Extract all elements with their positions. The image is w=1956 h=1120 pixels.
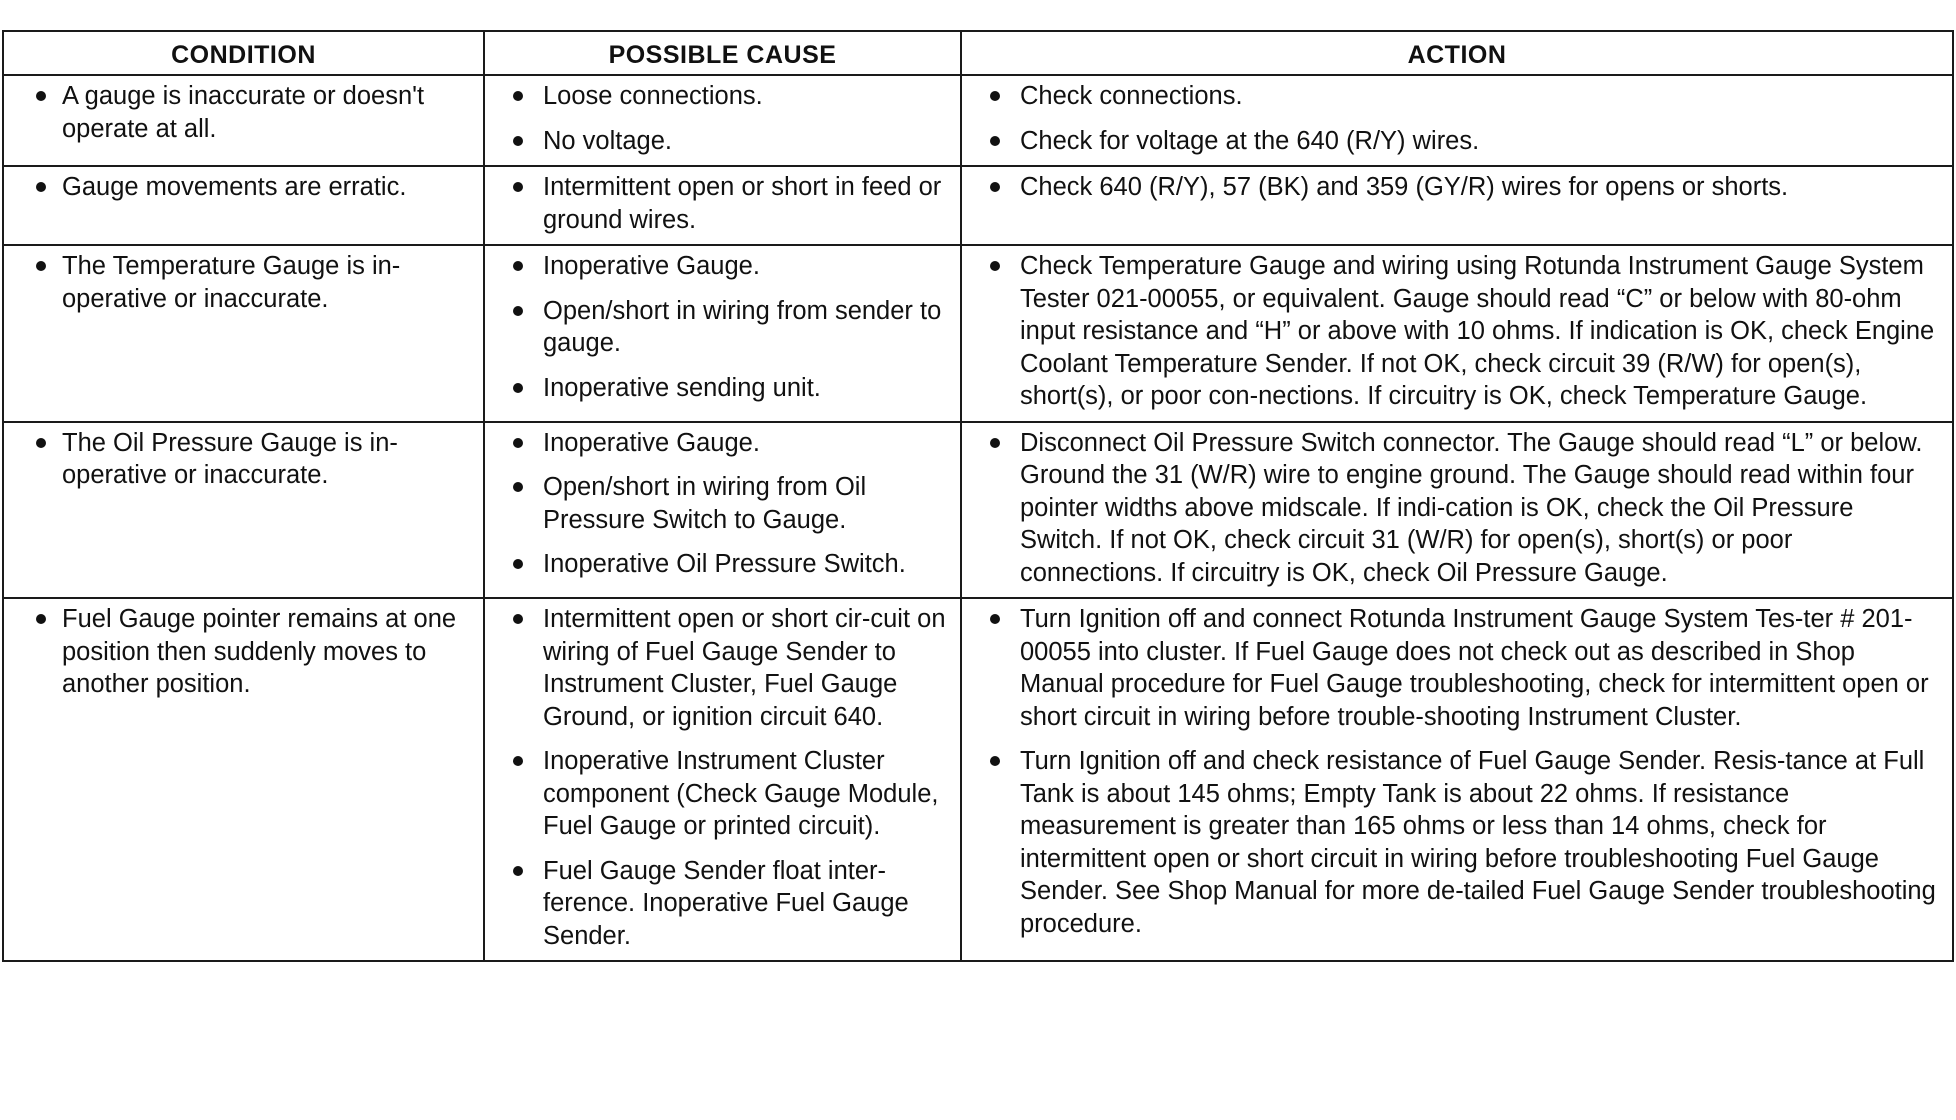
action-cell — [961, 75, 1953, 166]
bullet-icon — [990, 614, 1000, 624]
list-item — [495, 171, 950, 236]
cause-text: No voltage. — [543, 126, 672, 155]
list-item — [495, 295, 950, 360]
bullet-icon — [990, 756, 1000, 766]
condition-text: Gauge movements are erratic. — [62, 173, 407, 201]
cause-text: Fuel Gauge Sender float inter-ference. Inoperative Fuel Gauge Sender. — [543, 856, 909, 950]
condition-text: Fuel Gauge pointer remains at one position then suddenly moves to another position. — [62, 605, 457, 698]
bullet-icon — [990, 91, 1000, 101]
bullet-icon — [513, 136, 523, 146]
table-row — [3, 422, 1953, 599]
table-row — [3, 245, 1953, 422]
action-text: Check 640 (R/Y), 57 (BK) and 359 (GY/R) wires for opens or shorts. — [1020, 173, 1789, 201]
cause-text: Inoperative Gauge. — [543, 252, 760, 280]
list-item — [495, 372, 950, 405]
table-row — [3, 75, 1953, 166]
bullet-icon — [513, 306, 523, 316]
bullet-icon — [513, 383, 523, 393]
cause-text: Open/short in wiring from Oil Pressure Switch to Gauge. — [543, 473, 867, 534]
list-item — [972, 171, 1942, 204]
table-row — [3, 166, 1953, 245]
cause-cell — [484, 245, 961, 422]
list-item — [972, 427, 1942, 590]
condition-cell — [3, 598, 484, 961]
action-text: Check Temperature Gauge and wiring using Rotunda Instrument Gauge System Tester 021-00055, or equivalent. Gauge should read “C” or below with 80-ohm input resistance and “H” or above with 10 ohms. If indication is OK, check Engine Coolant Temperature Sender. If not OK, check circuit 39 (R/W) for open(s), short(s), or poor con-nections. If circuitry is OK, check Temperature Gauge. — [1020, 252, 1935, 410]
list-item — [972, 745, 1942, 940]
bullet-icon — [513, 756, 523, 766]
list-item — [495, 80, 950, 113]
list-item — [14, 250, 473, 315]
list-item — [495, 471, 950, 536]
action-text: Turn Ignition off and check resistance of Fuel Gauge Sender. Resis-tance at Full Tank is about 145 ohms; Empty Tank is about 22 ohms. If resistance measurement is greater than 165 ohms or less than 14 ohms, check for intermittent open or short circuit in wiring before troubleshooting Fuel Gauge Sender. See Shop Manual for more de-tailed Fuel Gauge Sender troubleshooting procedure. — [1020, 747, 1936, 938]
list-item — [14, 80, 473, 145]
list-item — [495, 855, 950, 953]
list-item — [972, 250, 1942, 413]
cause-cell — [484, 422, 961, 599]
cause-text: Inoperative Oil Pressure Switch. — [543, 550, 906, 578]
possible-cause-header: POSSIBLE CAUSE — [484, 31, 961, 75]
cause-text: Inoperative sending unit. — [543, 373, 821, 402]
bullet-icon — [36, 91, 46, 101]
list-item — [14, 603, 473, 701]
cause-cell — [484, 598, 961, 961]
list-item — [14, 171, 473, 204]
condition-cell — [3, 75, 484, 166]
condition-header: CONDITION — [3, 31, 484, 75]
action-cell — [961, 245, 1953, 422]
cause-text: Loose connections. — [543, 82, 763, 110]
bullet-icon — [990, 182, 1000, 192]
condition-cell — [3, 245, 484, 422]
cause-text: Inoperative Instrument Cluster component (Check Gauge Module, Fuel Gauge or printed circuit). — [543, 747, 939, 840]
condition-cell — [3, 166, 484, 245]
action-text: Check connections. — [1020, 82, 1243, 110]
action-cell — [961, 166, 1953, 245]
bullet-icon — [36, 261, 46, 271]
bullet-icon — [513, 261, 523, 271]
bullet-icon — [513, 559, 523, 569]
cause-text: Intermittent open or short cir-cuit on wiring of Fuel Gauge Sender to Instrument Cluster, Fuel Gauge Ground, or ignition circuit 640. — [543, 605, 946, 731]
bullet-icon — [36, 438, 46, 448]
bullet-icon — [990, 136, 1000, 146]
cause-text: Intermittent open or short in feed or ground wires. — [543, 173, 942, 234]
bullet-icon — [990, 438, 1000, 448]
list-item — [495, 548, 950, 581]
bullet-icon — [513, 91, 523, 101]
condition-cell — [3, 422, 484, 599]
condition-text: The Temperature Gauge is in-operative or inaccurate. — [62, 252, 401, 313]
bullet-icon — [513, 182, 523, 192]
bullet-icon — [36, 614, 46, 624]
action-text: Turn Ignition off and connect Rotunda Instrument Gauge System Tes-ter # 201-00055 into cluster. If Fuel Gauge does not check out as described in Shop Manual procedure for Fuel Gauge troubleshooting, check for intermittent open or short circuit in wiring before trouble-shooting Instrument Cluster. — [1020, 605, 1929, 731]
list-item — [972, 125, 1942, 158]
action-cell — [961, 422, 1953, 599]
cause-text: Inoperative Gauge. — [543, 428, 760, 457]
bullet-icon — [513, 866, 523, 876]
troubleshooting-table — [2, 30, 1954, 962]
cause-text: Open/short in wiring from sender to gauge. — [543, 296, 942, 357]
condition-text: A gauge is inaccurate or doesn't operate at all. — [62, 82, 425, 143]
cause-cell — [484, 166, 961, 245]
action-header: ACTION — [961, 31, 1953, 75]
cause-cell — [484, 75, 961, 166]
list-item — [972, 603, 1942, 733]
list-item — [495, 125, 950, 158]
list-item — [972, 80, 1942, 113]
list-item — [495, 427, 950, 460]
list-item — [495, 745, 950, 843]
action-text: Disconnect Oil Pressure Switch connector. The Gauge should read “L” or below. Ground the 31 (W/R) wire to engine ground. The Gauge should read within four pointer widths above midscale. If indi-cation is OK, check the Oil Pressure Switch. If not OK, check circuit 31 (W/R) for open(s), short(s) or poor connections. If circuitry is OK, check Oil Pressure Gauge. — [1020, 428, 1923, 587]
table-row — [3, 598, 1953, 961]
header-row — [3, 31, 1953, 75]
action-text: Check for voltage at the 640 (R/Y) wires. — [1020, 126, 1480, 155]
bullet-icon — [513, 614, 523, 624]
list-item — [495, 250, 950, 283]
action-cell — [961, 598, 1953, 961]
bullet-icon — [990, 261, 1000, 271]
condition-text: The Oil Pressure Gauge is in-operative or inaccurate. — [62, 428, 398, 489]
bullet-icon — [513, 438, 523, 448]
list-item — [14, 427, 473, 492]
list-item — [495, 603, 950, 733]
bullet-icon — [513, 482, 523, 492]
bullet-icon — [36, 182, 46, 192]
